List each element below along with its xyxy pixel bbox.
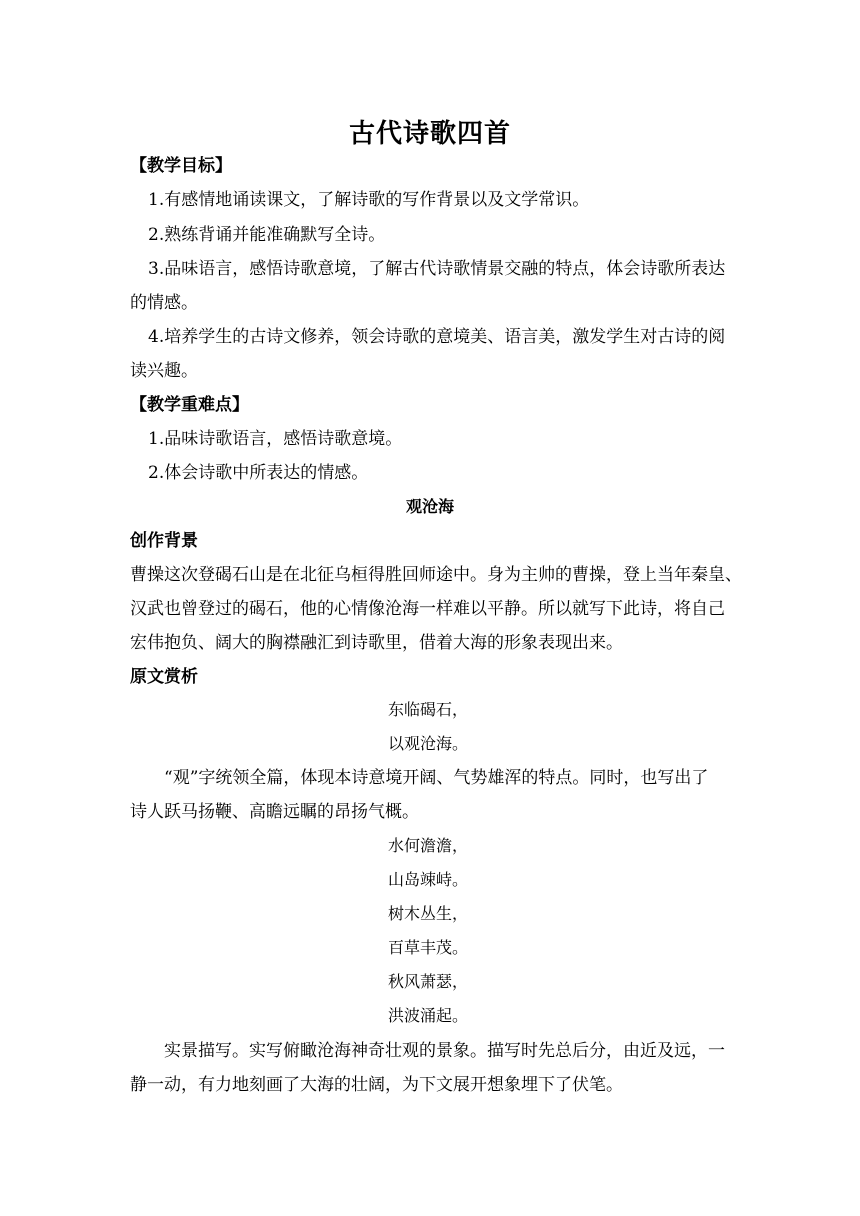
objective-item-1: 1.有感情地诵读课文，了解诗歌的写作背景以及文学常识。: [148, 190, 590, 210]
keypoint-item-2: 2.体会诗歌中所表达的情感。: [148, 463, 369, 483]
page-title: 古代诗歌四首: [348, 119, 511, 149]
verse-line: 树木丛生，: [388, 904, 469, 923]
objective-item-2: 2.熟练背诵并能准确默写全诗。: [148, 225, 386, 245]
objectives-heading: 【教学目标】: [130, 156, 232, 176]
comment-1-line-1: “观”字统领全篇，体现本诗意境开阔、气势雄浑的特点。同时，也写出了: [164, 768, 709, 788]
comment-2-line-1: 实景描写。实写俯瞰沧海神奇壮观的景象。描写时先总后分，由近及远，一: [164, 1041, 725, 1061]
verse-line: 山岛竦峙。: [388, 870, 469, 889]
comment-2-line-2: 静一动，有力地刻画了大海的壮阔，为下文展开想象埋下了伏笔。: [130, 1075, 623, 1095]
verse-line: 水何澹澹，: [388, 836, 469, 855]
verse-line: 东临碣石，: [388, 700, 469, 719]
objective-item-3: 3.品味语言，感悟诗歌意境，了解古代诗歌情景交融的特点，体会诗歌所表达: [148, 259, 726, 279]
comment-1-line-2: 诗人跃马扬鞭、高瞻远瞩的昂扬气概。: [130, 802, 419, 822]
objective-item-4: 4.培养学生的古诗文修养，领会诗歌的意境美、语言美，激发学生对古诗的阅: [148, 327, 726, 347]
keypoint-item-1: 1.品味诗歌语言，感悟诗歌意境。: [148, 429, 403, 449]
verse-line: 以观沧海。: [388, 734, 469, 753]
objective-item-3-cont: 的情感。: [130, 293, 198, 313]
background-heading: 创作背景: [130, 531, 198, 551]
verse-line: 百草丰茂。: [388, 938, 469, 957]
objective-item-4-cont: 读兴趣。: [130, 361, 198, 381]
background-line-1: 曹操这次登碣石山是在北征乌桓得胜回师途中。身为主帅的曹操，登上当年秦皇、: [130, 565, 742, 585]
analysis-heading: 原文赏析: [130, 667, 198, 687]
keypoints-heading: 【教学重难点】: [130, 395, 249, 415]
background-line-3: 宏伟抱负、阔大的胸襟融汇到诗歌里，借着大海的形象表现出来。: [130, 633, 623, 653]
verse-line: 洪波涌起。: [388, 1006, 469, 1025]
background-line-2: 汉武也曾登过的碣石，他的心情像沧海一样难以平静。所以就写下此诗，将自己: [130, 599, 725, 619]
verse-line: 秋风萧瑟，: [388, 972, 469, 991]
poem-title: 观沧海: [405, 497, 454, 516]
